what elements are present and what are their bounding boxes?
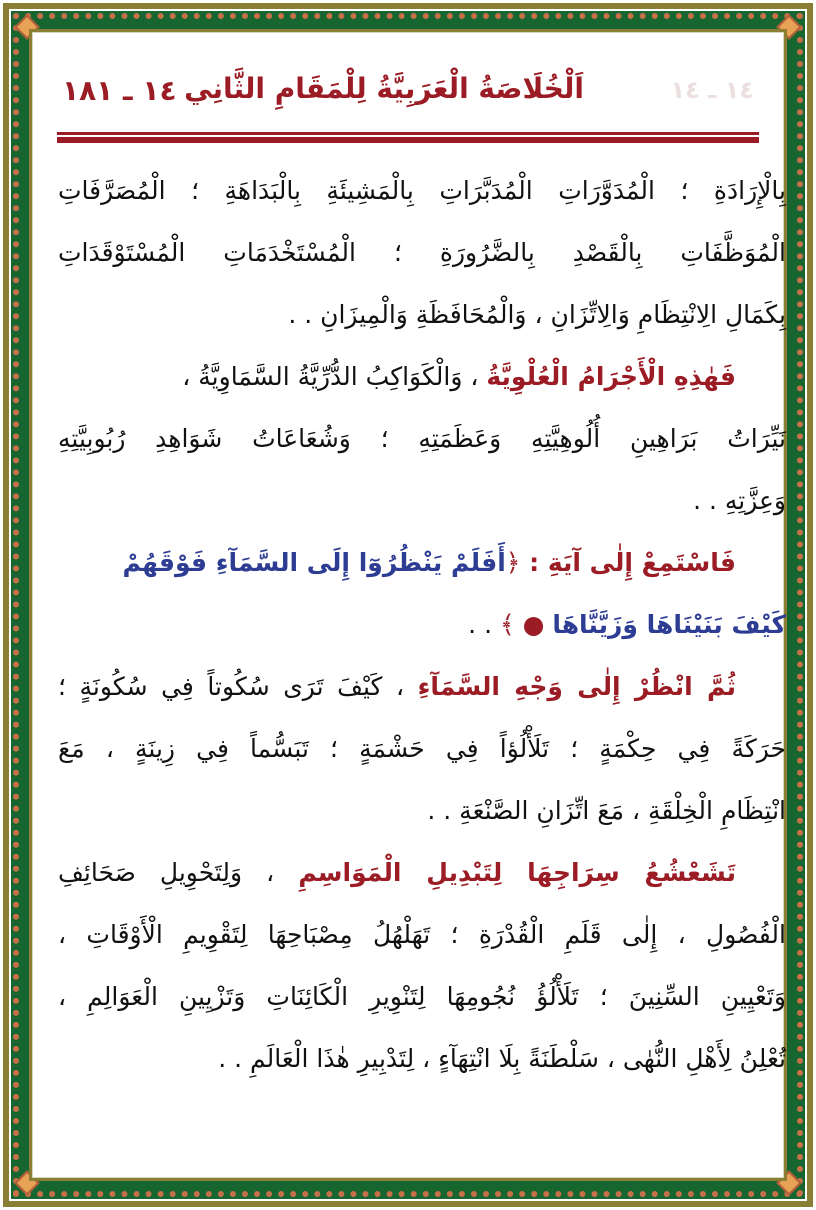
header-rule-thin — [57, 132, 759, 135]
text-line: بِكَمَالِ الِانْتِظَامِ وَالِاتِّزَانِ ، وَالْمُحَافَظَةِ وَالْمِيزَانِ . . — [288, 300, 786, 329]
heading-phrase: فَهٰذِهِ الْأَجْرَامُ الْعُلْوِيَّةُ — [486, 362, 736, 391]
verse-end-ornament-icon: ● ﴾ — [499, 610, 553, 639]
body-text — [58, 160, 786, 1090]
text-line: حَرَكَةً فِي حِكْمَةٍ ؛ تَلَأْلُؤاً فِي حَشْمَةٍ ؛ تَبَسُّماً فِي زِينَةٍ ، مَعَ — [58, 734, 786, 763]
running-header — [62, 72, 754, 122]
text-line: نَيِّرَاتُ بَرَاهِينِ أُلُوهِيَّتِهِ وَعَظَمَتِهِ ؛ وَشُعَاعَاتُ شَوَاهِدِ رُبُوبِيَّتِهِ — [58, 424, 786, 453]
text-line: تُعْلِنُ لِأَهْلِ النُّهٰى ، سَلْطَنَةً بِلَا انْتِهَآءٍ ، لِتَدْبِيرِ هٰذَا الْعَالَمِ . . — [218, 1044, 786, 1073]
text-span: ، كَيْفَ تَرَى سُكُوتاً فِي سُكُونَةٍ ؛ — [58, 672, 418, 701]
text-line: انْتِظَامِ الْخِلْقَةِ ، مَعَ اتِّزَانِ الصَّنْعَةِ . . — [427, 796, 786, 825]
quran-verse: كَيْفَ بَنَيْنَاهَا وَزَيَّنَّاهَا — [552, 610, 786, 639]
heading-phrase: ثُمَّ انْظُرْ إِلٰى وَجْهِ السَّمَآءِ — [417, 672, 736, 701]
text-line — [58, 656, 786, 718]
heading-phrase: تَشَعْشُعُ سِرَاجِهَا لِتَبْدِيلِ الْمَوَاسِمِ — [298, 858, 736, 887]
text-span: . . — [468, 610, 500, 639]
heading-phrase: فَاسْتَمِعْ إِلٰى آيَةِ : — [520, 548, 736, 577]
text-line — [58, 842, 786, 904]
text-line: الْمُوَظَّفَاتِ بِالْقَصْدِ بِالضَّرُورَةِ ؛ الْمُسْتَخْدَمَاتِ الْمُسْتَوْقَدَاتِ — [58, 238, 786, 267]
text-line: وَعِزَّتِهِ . . — [693, 486, 786, 515]
quran-verse: أَفَلَمْ يَنْظُرُوٓا إِلَى السَّمَآءِ فَوْقَهُمْ — [122, 548, 506, 577]
header-rule-thick — [57, 137, 759, 143]
text-line — [58, 346, 786, 408]
text-span: ، وَلِتَحْوِيلِ صَحَائِفِ — [58, 858, 299, 887]
text-line: الْفُصُولِ ، إِلٰى قَلَمِ الْقُدْرَةِ ؛ تَهَلْهُلُ مِصْبَاحِهَا لِتَقْوِيمِ الْأَوْقَاتِ ، — [58, 920, 786, 949]
text-line — [58, 594, 786, 656]
text-span: ، وَالْكَوَاكِبُ الدُّرِّيَّةُ السَّمَاوِيَّةُ ، — [182, 362, 487, 391]
page-number: ١٤ ـ ١٨١ — [62, 74, 177, 107]
text-line: بِالْإِرَادَةِ ؛ الْمُدَوَّرَاتِ الْمُدَبَّرَاتِ بِالْمَشِيئَةِ بِالْبَدَاهَةِ ؛ الْمُصَرَّفَاتِ — [58, 176, 786, 205]
text-line — [58, 532, 786, 594]
quran-bracket-open-icon: ﴿ — [505, 548, 521, 577]
running-title: اَلْخُلَاصَةُ الْعَرَبِيَّةُ لِلْمَقَامِ الثَّانِي — [184, 72, 584, 105]
text-line: وَتَعْيِينِ السِّنِينَ ؛ تَلَأْلُؤُ نُجُومِهَا لِتَنْوِيرِ الْكَائِنَاتِ وَتَزْيِينِ الْعَوَالِمِ ، — [58, 982, 786, 1011]
ghost-page-number: ١٤ ـ ١٤ — [670, 76, 754, 104]
